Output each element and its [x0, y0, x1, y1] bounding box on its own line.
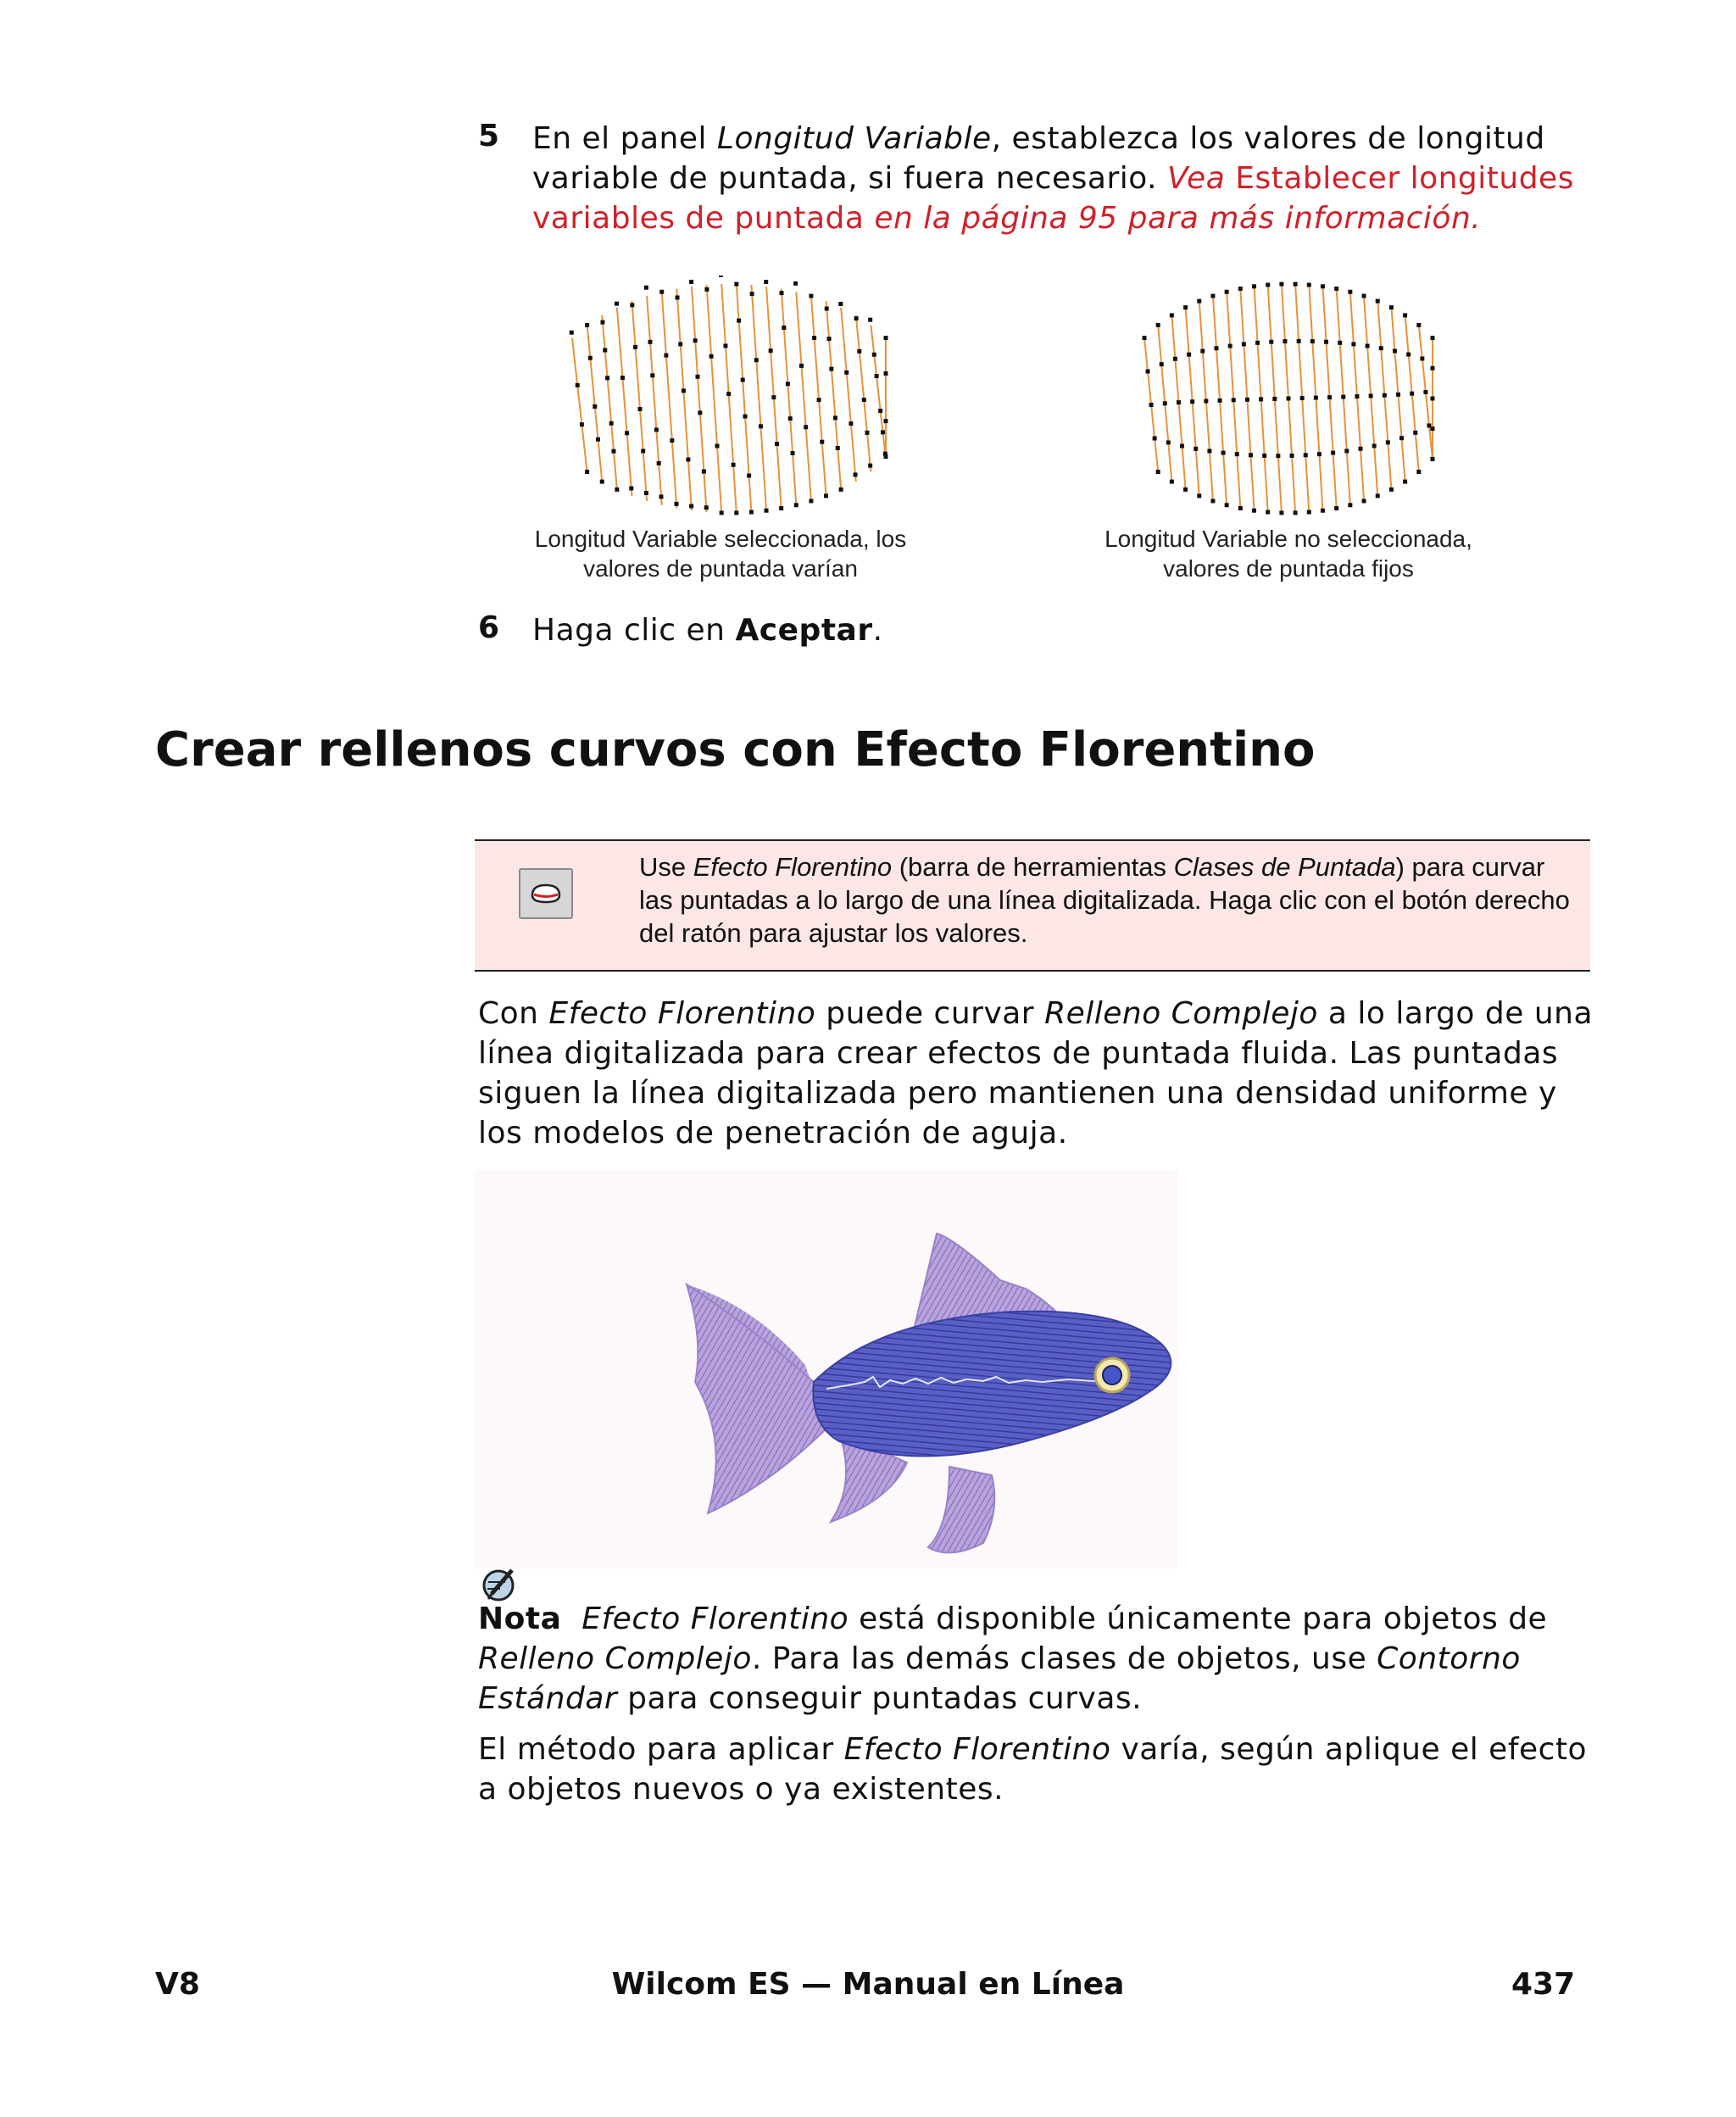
needle-point [1389, 305, 1394, 309]
needle-point [782, 326, 786, 330]
needle-point [812, 336, 816, 340]
section-title: Crear rellenos curvos con Efecto Florentino [155, 722, 1316, 777]
needle-point [1259, 397, 1263, 401]
tool-name: Efecto Florentino [693, 852, 893, 882]
tip-text [639, 850, 1572, 950]
step-number-5: 5 [478, 119, 500, 153]
needle-point [1304, 453, 1308, 457]
needle-point [1170, 480, 1174, 484]
needle-point [689, 280, 693, 284]
needle-point [676, 295, 680, 299]
stitch-line [632, 301, 647, 501]
object-type-name: Contorno Estándar [478, 1641, 1521, 1716]
needle-point [1431, 457, 1435, 461]
needle-point [779, 506, 783, 510]
needle-point [1143, 336, 1147, 340]
needle-point [657, 461, 661, 465]
needle-point [600, 480, 604, 484]
needle-point [1180, 444, 1184, 448]
caption-line: valores de puntada fijos [1163, 555, 1414, 582]
needle-point [788, 416, 793, 421]
florentine-fish-illustration [475, 1170, 1178, 1568]
needle-point [1252, 284, 1256, 288]
needle-point [829, 367, 833, 371]
needle-point [693, 338, 698, 343]
needle-point [719, 276, 723, 277]
needle-point [844, 370, 849, 375]
needle-point [793, 281, 798, 286]
needle-point [659, 290, 664, 294]
needle-point [1269, 340, 1273, 344]
needle-point [1149, 403, 1154, 407]
needle-point [1334, 506, 1338, 510]
needle-point [580, 422, 584, 426]
needle-point [1351, 342, 1355, 346]
needle-point [1279, 510, 1283, 515]
needle-point [1406, 353, 1410, 357]
stitch-line [782, 289, 797, 505]
needle-point [1146, 370, 1150, 374]
step-6-text [532, 610, 883, 650]
needle-point [1355, 394, 1359, 398]
needle-point [1156, 323, 1160, 327]
variable-length-stitch-illustration [559, 276, 899, 521]
needle-point [1348, 503, 1352, 507]
needle-point [1321, 284, 1325, 288]
needle-point [884, 419, 888, 423]
stitch-lines [572, 284, 886, 513]
needle-point [702, 470, 706, 474]
needle-point [1228, 344, 1232, 348]
needle-point [750, 292, 754, 296]
needle-point [872, 353, 876, 357]
needle-point [732, 463, 736, 467]
stitch-line [721, 284, 737, 513]
needle-point [1366, 344, 1370, 348]
florentine-effect-icon-graphic [520, 870, 571, 917]
needle-point [637, 407, 642, 411]
needle-point [743, 415, 748, 419]
needle-point [678, 342, 682, 346]
florentine-effect-icon [519, 868, 573, 919]
step-5-text [532, 119, 1600, 238]
needle-point [585, 470, 589, 474]
tip-text-part: ) para curvar las puntadas a lo largo de una línea digitalizada. Haga clic con el botón derecho del ratón para ajustar los valores. [639, 852, 1570, 948]
needle-point [659, 494, 664, 499]
needle-point [704, 505, 709, 510]
tool-name: Efecto Florentino [843, 1732, 1111, 1767]
needle-point [1266, 510, 1270, 515]
needle-point [670, 438, 674, 443]
needle-point [1170, 313, 1174, 317]
needle-point [709, 354, 714, 359]
needle-point [1379, 346, 1383, 350]
needle-point [1279, 282, 1283, 287]
needle-point [878, 409, 882, 413]
needle-point [1183, 487, 1188, 492]
needle-point [1307, 282, 1311, 287]
needle-point [1215, 346, 1219, 350]
needle-point [1372, 443, 1377, 448]
needle-point [809, 294, 813, 298]
needle-point [1348, 290, 1352, 294]
stitch-line [856, 315, 871, 472]
needle-point [1410, 392, 1414, 396]
needle-point [849, 421, 853, 426]
needle-point [747, 473, 751, 477]
note-pencil-icon [480, 1565, 520, 1602]
needle-point [817, 398, 821, 402]
needle-point [596, 437, 600, 442]
needle-point [1341, 395, 1345, 399]
paragraph-text-part: varía, según aplique el efecto a objetos nuevos o ya existentes. [478, 1732, 1588, 1807]
paragraph-text-part: Con [478, 996, 549, 1031]
stitch-line [692, 287, 707, 512]
needle-point [1416, 323, 1421, 327]
needle-point [754, 358, 759, 362]
needle-point [1423, 390, 1427, 394]
stitch-line [572, 338, 587, 472]
needle-point [696, 375, 700, 379]
needle-point [791, 451, 795, 455]
needle-point [1314, 396, 1318, 400]
needle-point [1389, 487, 1394, 492]
needle-point [682, 388, 686, 393]
needle-point [765, 509, 769, 513]
needle-point [609, 421, 614, 426]
needle-point [1197, 299, 1201, 304]
needle-point [769, 348, 773, 353]
needle-point [1235, 452, 1239, 456]
needle-point [588, 356, 593, 360]
needle-point [593, 404, 597, 409]
stitch-line [796, 292, 811, 501]
stitch-line [587, 325, 603, 482]
needle-point [868, 464, 872, 468]
needle-point [1197, 493, 1201, 498]
needle-point [1331, 451, 1335, 455]
needle-point [868, 318, 872, 322]
paragraph-text-part: El método para aplicar [478, 1732, 844, 1767]
needle-point [644, 491, 648, 495]
paragraph-text-part: puede curvar [815, 996, 1045, 1031]
needle-point [1294, 282, 1298, 287]
needle-point [1376, 493, 1380, 498]
needle-point [1359, 447, 1363, 451]
stitch-line [676, 289, 692, 511]
needle-point [1160, 362, 1164, 366]
fixed-length-stitch-illustration [1127, 276, 1449, 521]
needle-point [865, 431, 869, 435]
needle-point [884, 454, 888, 459]
tip-box [475, 839, 1590, 972]
needle-point [1431, 336, 1435, 340]
needle-point [1190, 399, 1194, 404]
tip-text-part: (barra de herramientas [892, 852, 1174, 882]
needle-point [1153, 437, 1157, 441]
needle-point [686, 458, 690, 462]
needle-point [1266, 282, 1270, 287]
tip-text-part: Use [639, 852, 693, 882]
needle-point [1399, 436, 1404, 440]
caption-line: valores de puntada varían [583, 555, 858, 582]
needle-point [585, 323, 589, 327]
needle-point [854, 316, 859, 320]
needle-point [1310, 339, 1315, 343]
stitch-line [841, 308, 856, 482]
needle-point [862, 398, 866, 402]
needle-point [698, 410, 702, 415]
needle-point [1327, 395, 1332, 399]
needle-point [1283, 339, 1287, 343]
footer-version: V8 [155, 1967, 200, 2002]
note-text-part: . Para las demás clases de objetos, use [751, 1641, 1377, 1676]
needle-point [1403, 480, 1407, 484]
tool-name: Efecto Florentino [581, 1602, 849, 1636]
needle-point [1300, 396, 1305, 400]
needle-point [1297, 339, 1301, 343]
needle-point [648, 340, 652, 344]
needle-point [1431, 397, 1435, 401]
needle-point [881, 430, 885, 434]
needle-point [570, 331, 574, 335]
needle-point [611, 449, 615, 454]
needle-point [1166, 440, 1171, 444]
needle-point [1183, 305, 1188, 309]
see-label: Vea [1167, 161, 1226, 196]
cross-reference-page[interactable]: en la página 95 para más información. [864, 201, 1482, 236]
needle-point [1334, 287, 1338, 291]
needle-point [820, 440, 824, 444]
stitch-line [662, 292, 677, 508]
needle-point [715, 444, 720, 448]
needle-point [1163, 401, 1167, 405]
stitch-line [871, 325, 886, 459]
needle-point [630, 303, 634, 307]
needle-point [615, 487, 619, 492]
needle-point [1369, 393, 1373, 398]
stitch-line [811, 296, 826, 496]
method-paragraph [478, 1730, 1597, 1809]
needle-point [1321, 509, 1325, 513]
panel-name: Longitud Variable [716, 121, 992, 156]
stitch-line [707, 285, 722, 513]
needle-point [1276, 454, 1280, 458]
needle-point [764, 280, 768, 284]
left-illustration-caption [475, 524, 966, 583]
needle-point [674, 502, 678, 506]
needle-point [1431, 366, 1435, 370]
needle-point [625, 431, 629, 435]
needle-point [1403, 313, 1407, 317]
needle-point [854, 472, 858, 476]
needle-point [664, 354, 668, 358]
needle-point [1177, 400, 1181, 404]
needle-point [771, 395, 776, 399]
needle-point [827, 337, 832, 341]
stitch-line [737, 284, 752, 512]
needle-point [824, 493, 828, 498]
needle-point [1200, 349, 1205, 354]
needle-point [1221, 451, 1226, 455]
needle-point [1362, 294, 1366, 298]
cross-reference-link[interactable]: Establecer longitudes variables de puntada [532, 161, 1574, 236]
needle-point [1210, 499, 1215, 503]
caption-line: Longitud Variable seleccionada, los [534, 526, 907, 552]
intro-paragraph [478, 994, 1597, 1153]
needle-point [720, 510, 724, 515]
needle-point [723, 343, 727, 348]
needle-point [603, 348, 607, 352]
needle-point [615, 302, 619, 306]
needle-point [1249, 453, 1253, 457]
needle-point [1420, 356, 1424, 360]
stitch-line [617, 308, 632, 496]
needle-point [1173, 357, 1177, 361]
needle-point [1386, 440, 1390, 444]
object-type-name: Relleno Complejo [478, 1641, 752, 1676]
needle-point [641, 448, 645, 453]
step-5-text-part: , establezca los valores de longitud variable de puntada, si fuera necesario. [532, 121, 1545, 196]
needle-point [1324, 340, 1328, 344]
needle-point [734, 510, 738, 515]
needle-point [838, 302, 843, 306]
needle-point [1413, 431, 1417, 435]
needle-point [1272, 397, 1277, 401]
needle-point [737, 319, 741, 323]
footer-page-number: 437 [1511, 1967, 1576, 2002]
needle-point [825, 307, 829, 311]
needle-point [704, 287, 709, 292]
needle-point [1287, 397, 1291, 401]
needle-point [1210, 294, 1215, 298]
needle-point [1362, 499, 1366, 503]
needle-point [804, 425, 808, 429]
note-label: Nota [478, 1602, 562, 1636]
needle-point [1156, 470, 1160, 474]
needle-point [799, 364, 804, 368]
needle-point [1238, 287, 1243, 291]
needle-point [749, 510, 754, 515]
step-5-text-part: En el panel [532, 121, 717, 156]
needle-point [1416, 470, 1421, 474]
needle-point [884, 371, 888, 376]
needle-point [620, 376, 625, 380]
needle-point [786, 382, 790, 386]
needle-point [836, 446, 840, 450]
footer-title: Wilcom ES — Manual en Línea [611, 1967, 1125, 2002]
tool-name: Efecto Florentino [548, 996, 816, 1031]
step-6-text-part: . [872, 613, 883, 648]
needle-point [1245, 398, 1249, 402]
needle-point [857, 349, 861, 354]
needle-point [775, 442, 779, 446]
needle-point [1393, 348, 1397, 353]
needle-point [1225, 503, 1229, 507]
stitch-line [602, 315, 617, 489]
needle-point [576, 383, 580, 387]
needle-point [650, 373, 654, 377]
step-number-6: 6 [478, 610, 500, 645]
needle-point [1225, 290, 1229, 294]
caption-line: Longitud Variable no seleccionada, [1104, 526, 1472, 552]
needle-point [809, 499, 813, 503]
needle-point [833, 415, 837, 420]
needle-point [1204, 399, 1208, 404]
needle-point [600, 320, 604, 325]
step-6-text-part: Haga clic en [532, 613, 736, 648]
needle-point [734, 282, 738, 287]
needle-point [759, 424, 763, 428]
needle-point [1262, 454, 1266, 458]
needle-point [629, 486, 633, 490]
needle-point [1307, 510, 1311, 515]
needle-point [689, 504, 693, 508]
needle-point [741, 378, 745, 382]
needle-point [1338, 341, 1342, 345]
needle-point [654, 427, 659, 432]
needle-point [605, 376, 609, 380]
needle-point [1431, 426, 1435, 431]
needle-point [644, 286, 648, 290]
needle-point [1294, 510, 1298, 515]
needle-point [1232, 398, 1236, 402]
needle-point [794, 503, 798, 507]
accept-button-reference: Aceptar [735, 613, 873, 648]
stitch-line [751, 285, 766, 510]
note-paragraph [478, 1599, 1580, 1719]
needle-point [1218, 398, 1222, 403]
paragraph-text-part: a lo largo de una línea digitalizada para crear efectos de puntada fluida. Las puntadas siguen la línea digitalizada pero mantienen una densidad uniforme y los modelos de penetración de aguja. [478, 996, 1594, 1150]
stitch-line [647, 296, 662, 505]
needle-point [1317, 452, 1321, 456]
needle-point [1290, 454, 1294, 458]
needle-point [1396, 393, 1400, 397]
needle-point [1252, 509, 1256, 513]
needle-point [1207, 448, 1211, 453]
needle-point [1242, 342, 1246, 346]
object-type-name: Relleno Complejo [1044, 996, 1318, 1031]
needle-point [875, 374, 879, 378]
stitch-line [826, 301, 842, 489]
needle-point [884, 336, 888, 340]
needle-point [633, 345, 637, 349]
needle-point [1376, 299, 1380, 304]
needle-point [1383, 393, 1387, 398]
toolbar-name: Clases de Puntada [1173, 852, 1396, 882]
needle-point [1187, 353, 1191, 357]
needle-point [726, 392, 731, 396]
note-text-part: está disponible únicamente para objetos de [849, 1602, 1548, 1636]
needle-point [1238, 506, 1243, 510]
needle-point [1194, 447, 1198, 451]
needle-point [780, 291, 784, 295]
needle-point [1344, 448, 1349, 453]
needle-point [1255, 341, 1260, 345]
note-text-part: para conseguir puntadas curvas. [617, 1681, 1143, 1716]
right-illustration-caption [1043, 524, 1534, 583]
needle-point [839, 487, 843, 492]
